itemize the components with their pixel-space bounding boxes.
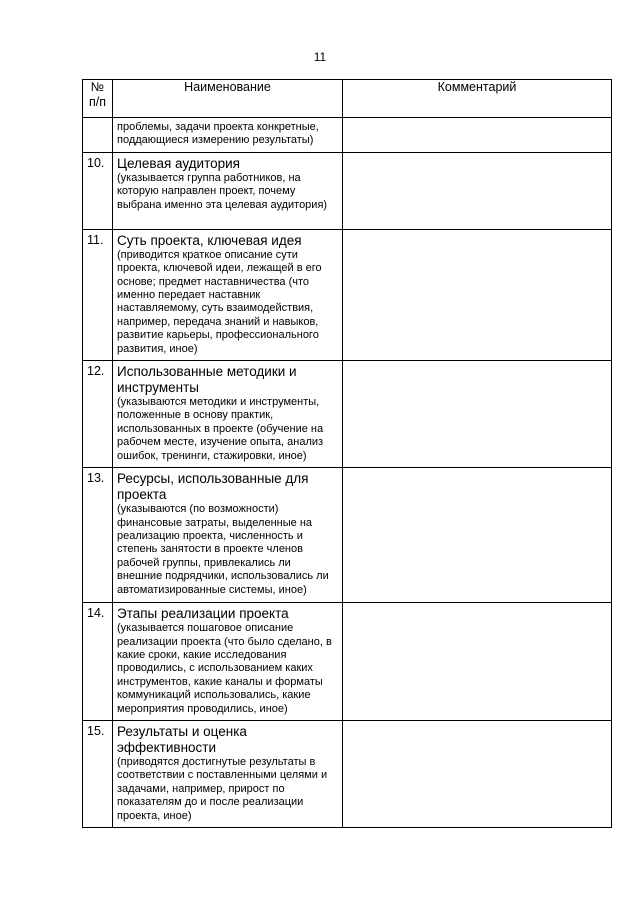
row-number: 14. (83, 603, 113, 721)
row-number: 11. (83, 229, 113, 360)
table-row (83, 720, 612, 827)
row-description: (указываются (по возможности) финансовые затраты, выделенные на реализацию проекта, численность и степень занятости в проекте членов рабочей группы, привлекались ли внешние подрядчики, использовались ли автоматизированные системы, иное) (117, 503, 329, 596)
row-name-cell (113, 118, 343, 153)
row-name-cell (113, 468, 343, 603)
row-title: Ресурсы, использованные для проекта (117, 471, 309, 503)
project-table (82, 79, 612, 828)
row-description: (приводятся достигнутые результаты в соответствии с поставленными целями и задачами, например, прирост по показателям до и после реализации проекта, иное) (117, 755, 328, 822)
row-description: проблемы, задачи проекта конкретные, поддающиеся измерению результаты) (117, 121, 319, 147)
row-comment (343, 720, 612, 827)
row-comment-cell (343, 118, 612, 153)
row-number: 15. (83, 720, 113, 827)
row-name-cell (113, 720, 343, 827)
table-row (83, 468, 612, 603)
row-number: 10. (83, 152, 113, 229)
row-name-cell (113, 361, 343, 468)
row-title: Этапы реализации проекта (117, 606, 289, 622)
row-name-cell (113, 603, 343, 721)
row-name-cell (113, 229, 343, 360)
row-number-cell (83, 118, 113, 153)
row-description: (указывается группа работников, на которую направлен проект, почему выбрана именно эта целевая аудитория) (117, 171, 328, 211)
page-number: 11 (313, 50, 327, 64)
row-title: Использованные методики и инструменты (117, 364, 297, 396)
row-name-cell (113, 152, 343, 229)
table-row (83, 229, 612, 360)
table-row (83, 361, 612, 468)
row-comment (343, 229, 612, 360)
row-number: 12. (83, 361, 113, 468)
row-title: Целевая аудитория (117, 155, 240, 171)
row-title: Суть проекта, ключевая идея (117, 232, 302, 248)
table-row (83, 152, 612, 229)
header-number (83, 80, 113, 118)
row-comment (343, 361, 612, 468)
row-title: Результаты и оценка эффективности (117, 723, 247, 755)
table-header-row (83, 80, 612, 118)
table-row (83, 603, 612, 721)
row-number: 13. (83, 468, 113, 603)
row-description: (указывается пошаговое описание реализации проекта (что было сделано, в какие сроки, какие исследования проводились, с использованием каких инструментов, какие каналы и форматы коммуникаций использовались, какие мероприятия проводились, иное) (117, 622, 332, 715)
row-comment (343, 468, 612, 603)
header-number-line1: № (90, 80, 105, 94)
row-description: (приводится краткое описание сути проекта, ключевой идеи, лежащей в его основе; предмет наставничества (что именно передает наставник наставляемому, суть взаимодействия, например, передача знаний и навыков, развитие карьеры, профессионального развития, иное) (117, 248, 322, 355)
row-comment (343, 603, 612, 721)
table-row-continuation (83, 118, 612, 153)
header-name: Наименование (113, 80, 343, 118)
header-number-line2: п/п (88, 95, 106, 109)
row-comment (343, 152, 612, 229)
header-comment: Комментарий (343, 80, 612, 118)
row-description: (указываются методики и инструменты, положенные в основу практик, использованных в проекте (обучение на рабочем месте, изучение опыта, анализ ошибок, тренинги, стажировки, иное) (117, 396, 324, 462)
